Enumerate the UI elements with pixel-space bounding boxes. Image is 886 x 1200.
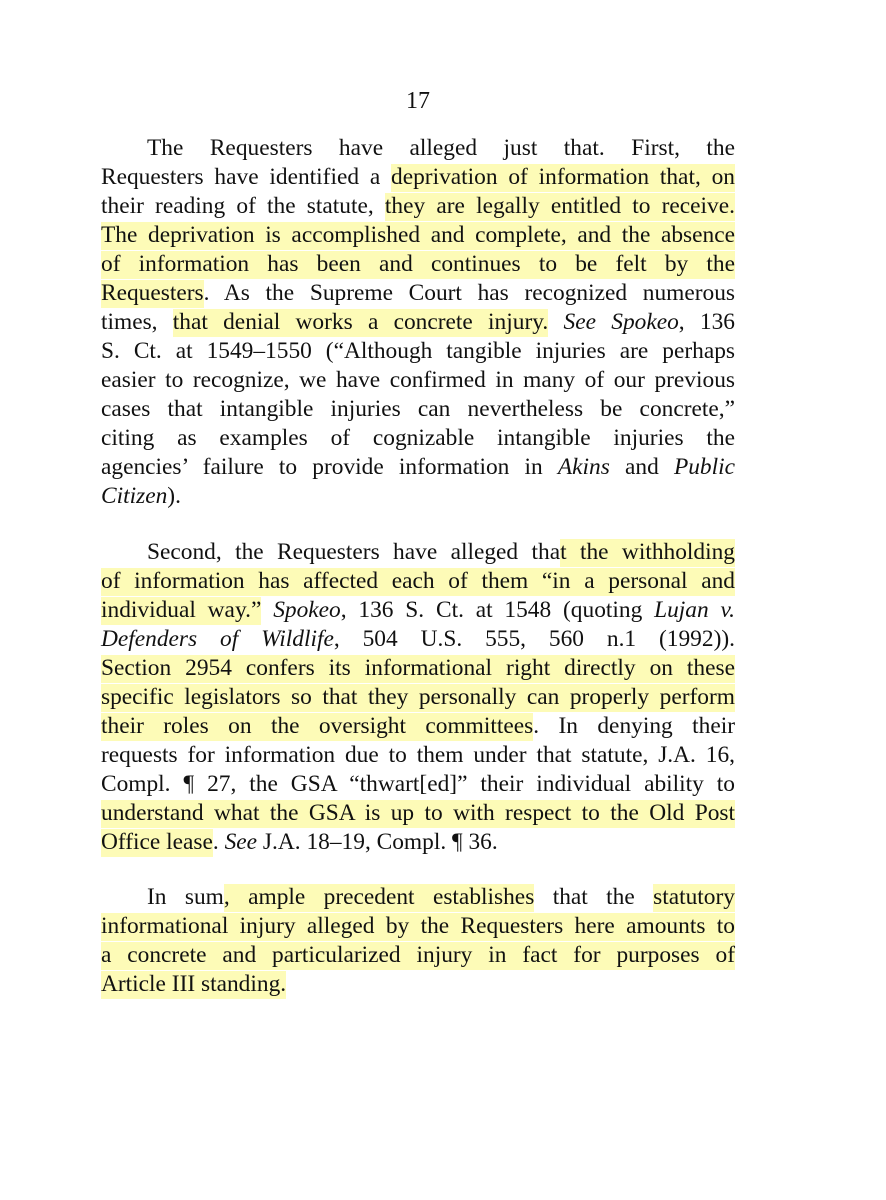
text-run: Akins — [557, 454, 610, 480]
text-line — [101, 941, 735, 970]
text-run: Requesters have identified a — [101, 164, 392, 190]
text-run: See Spokeo — [563, 309, 679, 335]
text-run: , 504 U.S. 555, 560 n.1 (1992)). — [333, 626, 735, 652]
text-line — [101, 912, 735, 941]
highlighted-text: The deprivation is accomplished and complete, and the absence — [101, 222, 735, 248]
text-line — [101, 596, 735, 625]
text-run: that the — [534, 884, 654, 910]
text-line — [101, 163, 735, 192]
text-line — [101, 567, 735, 596]
text-line — [101, 654, 735, 683]
text-run: . — [212, 829, 225, 855]
text-run: their reading of the statute, — [101, 193, 385, 219]
text-line — [101, 366, 735, 395]
text-run: citing as examples of cognizable intangible injuries the — [101, 425, 735, 451]
text-run: Defenders of Wildlife — [101, 626, 334, 652]
text-line — [101, 337, 735, 366]
highlighted-text: Article III standing. — [101, 971, 287, 997]
text-line — [101, 770, 735, 799]
text-run: The Requesters have alleged just that. First, the — [147, 135, 735, 161]
text-run: See — [224, 829, 258, 855]
text-run: , 136 — [678, 309, 735, 335]
text-run: easier to recognize, we have confirmed in many of our previous — [101, 367, 735, 393]
text-line — [101, 308, 735, 337]
text-line — [101, 712, 735, 741]
highlighted-text: informational injury alleged by the Requesters here amounts to — [101, 913, 735, 939]
highlighted-text: a concrete and particularized injury in fact for purposes of — [101, 942, 735, 968]
text-run: and — [609, 454, 674, 480]
text-line — [101, 799, 735, 828]
text-line — [101, 192, 735, 221]
highlighted-text: specific legislators so that they personally can properly perform — [101, 684, 735, 710]
highlighted-text: t the withholding — [560, 539, 735, 565]
text-line — [101, 395, 735, 424]
text-run — [548, 309, 563, 335]
text-run: J.A. 18–19, Compl. ¶ 36. — [257, 829, 498, 855]
highlighted-text: statutory — [653, 884, 735, 910]
text-run: Compl. ¶ 27, the GSA “thwart[ed]” their individual ability to — [101, 771, 735, 797]
highlighted-text: of information has affected each of them “in a personal and — [101, 568, 735, 594]
text-run: agencies’ failure to provide information in — [101, 454, 558, 480]
text-line — [101, 741, 735, 770]
highlighted-text: their roles on the oversight committees — [101, 713, 534, 739]
text-line — [101, 625, 735, 654]
highlighted-text: they are legally entitled to receive. — [384, 193, 735, 219]
highlighted-text: individual way.” — [101, 597, 262, 623]
highlighted-text: understand what the GSA is up to with respect to the Old Post — [101, 800, 735, 826]
text-run: . As the Supreme Court has recognized numerous — [203, 280, 735, 306]
page-number: 17 — [406, 88, 430, 114]
highlighted-text: Requesters — [101, 280, 204, 306]
text-run: requests for information due to them under that statute, J.A. 16, — [101, 742, 735, 768]
highlighted-text: deprivation of information that, on — [391, 164, 735, 190]
text-line — [101, 279, 735, 308]
text-run: Second, the Requesters have alleged tha — [147, 539, 561, 565]
text-run: Citizen — [101, 483, 168, 509]
text-line — [101, 482, 735, 511]
highlighted-text: of information has been and continues to be felt by the — [101, 251, 735, 277]
text-line — [101, 134, 735, 163]
text-line — [101, 683, 735, 712]
text-line — [101, 970, 735, 999]
text-run: S. Ct. at 1549–1550 (“Although tangible injuries are perhaps — [101, 338, 735, 364]
text-line — [101, 538, 735, 567]
text-run: . In denying their — [533, 713, 735, 739]
text-run — [261, 597, 273, 623]
text-line — [101, 221, 735, 250]
text-run: , 136 S. Ct. at 1548 (quoting — [340, 597, 655, 623]
highlighted-text: , ample precedent establishes — [223, 884, 535, 910]
highlighted-text: Office lease — [101, 829, 213, 855]
text-run: Spokeo — [273, 597, 341, 623]
text-line — [101, 250, 735, 279]
text-line — [101, 828, 735, 857]
text-run: In sum — [147, 884, 224, 910]
highlighted-text: that denial works a concrete injury. — [172, 309, 549, 335]
text-run: Public — [673, 454, 736, 480]
text-line — [101, 883, 735, 912]
text-run: times, — [101, 309, 173, 335]
text-run: ). — [167, 483, 181, 509]
highlighted-text: Section 2954 confers its informational right directly on these — [101, 655, 735, 681]
text-line — [101, 424, 735, 453]
text-run: Lujan v. — [654, 597, 735, 623]
text-run: cases that intangible injuries can nevertheless be concrete,” — [101, 396, 735, 422]
text-line — [101, 453, 735, 482]
